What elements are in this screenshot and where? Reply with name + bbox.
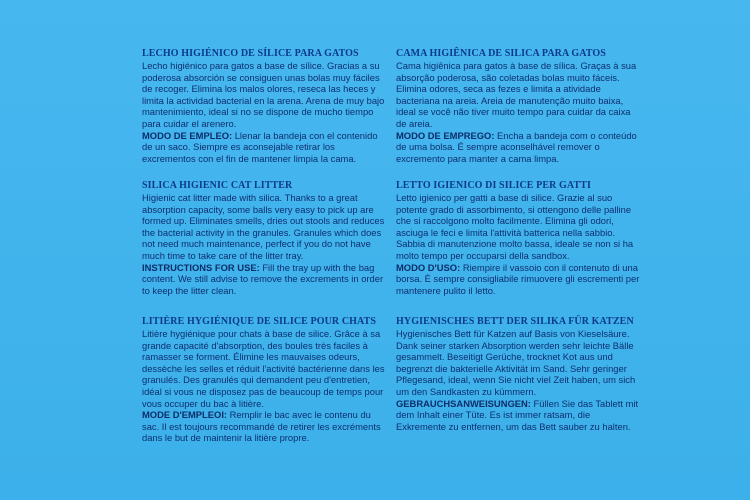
section-spanish (142, 48, 386, 164)
instructions (396, 398, 640, 433)
section-title: HYGIENISCHES BETT DER SILIKA FÜR KATZEN (396, 316, 634, 327)
section-body: Letto igienico per gatti a base di silice. Grazie al suo potente grado di assorbimento, si ottengono delle palline che si raccolgono molto facilmente. Elimina gli odori, asciuga le feci e limita l'attività batterica nella sabbio. Sabbia di manutenzione molto bassa, ideale se non si ha molto tempo per occuparsi della sandbox. (396, 192, 634, 261)
section-italian (396, 180, 640, 296)
section-body: Cama higiênica para gatos à base de sílica. Graças à sua absorção poderosa, são coletadas bolas muito fáceis. Elimina odores, seca as fezes e limita a atividade bacteriana na areia. Areia de manutenção muito baixa, ideal se você não tiver muito tempo para cuidar da caixa de areia. (396, 60, 637, 129)
instructions-text: Remplir le bac avec le contenu du sac. Il est toujours recommandé de retirer les excréments dans le but de maintenir la litière propre. (142, 409, 381, 444)
instructions (142, 130, 386, 165)
section-title: CAMA HIGIÊNICA DE SILICA PARA GATOS (396, 48, 606, 59)
instructions-text: Füllen Sie das Tablett mit dem Inhalt einer Tüte. Es ist immer ratsam, die Exkremente zu entfernen, um das Bett sauber zu halten. (396, 397, 639, 432)
section-body: Lecho higiénico para gatos a base de sílice. Gracias a su poderosa absorción se consiguen unas bolas muy fáciles de recoger. Elimina los malos olores, reseca las heces y limita la actividad bacterial en la arena. Arena de muy bajo mantenimiento, ideal si no se dispone de mucho tiempo para cuidar el arenero. (142, 60, 385, 129)
section-title: LETTO IGIENICO DI SILICE PER GATTI (396, 180, 592, 191)
section-german (396, 316, 640, 432)
section-title: SILICA HIGIENIC CAT LITTER (142, 180, 293, 191)
section-body: Hygienisches Bett für Katzen auf Basis von Kieselsäure. Dank seiner starken Absorption werden sehr leichte Bälle gesammelt. Beseitigt Gerüche, trocknet Kot aus und begrenzt die bakterielle Aktivität im Sand. Sehr geringer Pflegesand, ideal, wenn Sie nicht viel Zeit haben, um sich um den Sandkasten zu kümmern. (396, 328, 636, 397)
instructions (396, 262, 640, 297)
instructions-text: Llenar la bandeja con el contenido de un saco. Siempre es aconsejable retirar los excrementos con el fin de mantener limpia la cama. (142, 129, 378, 164)
section-body: Higienic cat litter made with silica. Thanks to a great absorption capacity, some balls very easy to pick up are formed up. Eliminates smells, dries out stools and reduces the bacterial activity in the granules. Granules which does not need much maintenance, perfect if you do not have much time to take care of the litter tray. (142, 192, 385, 261)
instructions-text: Riempire il vassoio con il contenuto di una borsa. È sempre consigliabile rimuovere gli escrementi per mantenere pulito il letto. (396, 261, 640, 296)
section-body: Litière hygiénique pour chats à base de silice. Grâce à sa grande capacité d'absorption, des boules très faciles à ramasser se forment. Élimine les mauvaises odeurs, dessèche les selles et réduit l'activité bactérienne dans les granulés. Des granulés qui demandent peu d'entretien, idéal si vous ne disposez pas de beaucoup de temps pour vous occuper du bac à litière. (142, 328, 385, 409)
instructions-label: MODO DE EMPREGO: (396, 129, 495, 141)
instructions (142, 262, 386, 297)
instructions-label: MODO D'USO: (396, 261, 461, 273)
section-portuguese (396, 48, 640, 164)
instructions-text: Fill the tray up with the bag content. We still advise to remove the excrements in order to keep the litter clean. (142, 261, 384, 296)
instructions-label: INSTRUCTIONS FOR USE: (142, 261, 260, 273)
instructions-label: MODE D'EMPLEOI: (142, 409, 228, 421)
instructions-label: GEBRAUCHSANWEISUNGEN: (396, 397, 531, 409)
instructions-text: Encha a bandeja com o conteúdo de uma bolsa. É sempre aconselhável remover o excremento para manter a cama limpa. (396, 129, 637, 164)
section-title: LITIÈRE HYGIÉNIQUE DE SILICE POUR CHATS (142, 316, 377, 327)
section-english (142, 180, 386, 296)
instructions (142, 409, 386, 444)
instructions (396, 130, 640, 165)
section-french (142, 316, 386, 444)
instructions-label: MODO DE EMPLEO: (142, 129, 233, 141)
section-title: LECHO HIGIÉNICO DE SÍLICE PARA GATOS (142, 48, 359, 59)
